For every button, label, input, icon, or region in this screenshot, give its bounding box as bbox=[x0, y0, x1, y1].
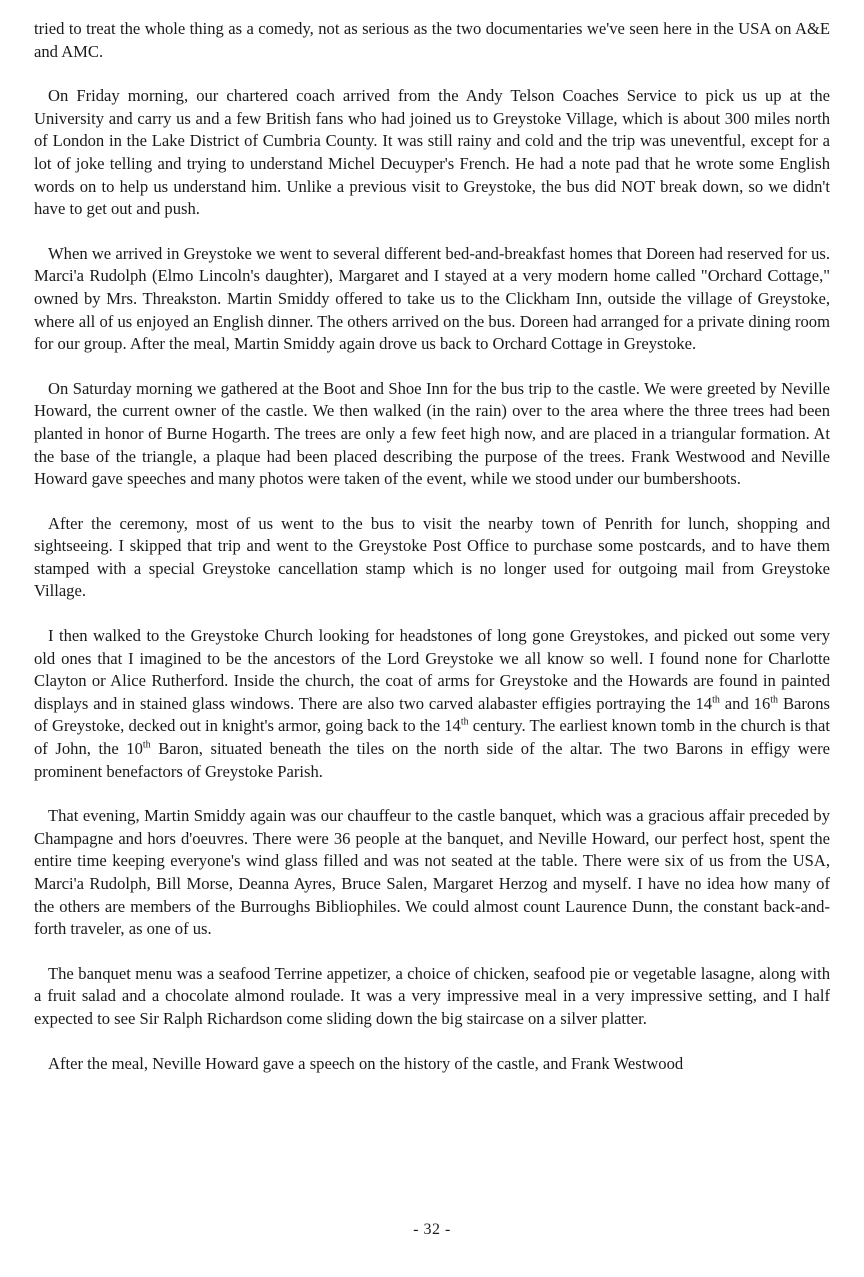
ordinal-suffix: th bbox=[460, 716, 469, 728]
page-number: - 32 - bbox=[413, 1221, 451, 1238]
paragraph-coach-trip: On Friday morning, our chartered coach arrived from the Andy Telson Coaches Service to pick us up at the University and carry us and a few British fans who had joined us to Greystoke Village, which is about 300 miles north of London in the Lake District of Cumbria County. It was still rainy and cold and the trip was uneventful, except for a lot of joke telling and trying to understand Michel Decuyper's French. He had a note pad that he wrote some English words on to help us understand him. Unlike a previous visit to Greystoke, the bus did NOT break down, so we didn't have to get out and push. bbox=[34, 86, 830, 219]
ordinal-suffix: th bbox=[712, 694, 720, 706]
church-text-3: Barons of Greystoke, decked out in knight's armor, going back to the 14 bbox=[34, 693, 830, 736]
paragraph-gap bbox=[34, 63, 830, 85]
paragraph-continued: tried to treat the whole thing as a comedy, not as serious as the two documentaries we've seen here in the USA on A&E and AMC. bbox=[34, 19, 830, 61]
paragraph-banquet: That evening, Martin Smiddy again was our chauffeur to the castle banquet, which was a gracious affair preceded by Champagne and hors d'oeuvres. There were 36 people at the banquet, and Neville Howard, our perfect host, spent the entire time keeping everyone's wind glass filled and was not seated at the table. There were six of us from the USA, Marci'a Rudolph, Bill Morse, Deanna Ayres, Bruce Salen, Margaret Herzog and myself. I have no idea how many of the others are members of the Burroughs Bibliophiles. We could almost count Laurence Dunn, the constant back-and-forth traveler, as one of us. bbox=[34, 806, 830, 939]
paragraph-gap bbox=[34, 356, 830, 378]
paragraph-gap bbox=[34, 603, 830, 625]
paragraph-gap bbox=[34, 783, 830, 805]
paragraph-ceremony: After the ceremony, most of us went to the bus to visit the nearby town of Penrith for lunch, shopping and sightseeing. I skipped that trip and went to the Greystoke Post Office to purchase some postcards, and to have them stamped with a special Greystoke cancellation stamp which is no longer used for outgoing mail from Greystoke Village. bbox=[34, 513, 830, 601]
church-text-1: I then walked to the Greystoke Church looking for headstones of long gone Greystokes, and picked out some very old ones that I imagined to be the ancestors of the Lord Greystoke we all know so well. I found none for Charlotte Clayton or Alice Rutherford. Inside the church, the coat of arms for Greystoke and the Howards are found in painted displays and in stained glass windows. There are also two carved alabaster effigies portraying the 14 bbox=[34, 626, 830, 713]
paragraph-gap bbox=[34, 1031, 830, 1053]
paragraph-arrival: When we arrived in Greystoke we went to several different bed-and-breakfast homes that Doreen had reserved for us. Marci'a Rudolph (Elmo Lincoln's daughter), Margaret and I stayed at a very modern home called "Orchard Cottage," owned by Mrs. Threakston. Martin Smiddy offered to take us to the Clickham Inn, outside the village of Greystoke, where all of us enjoyed an English dinner. The others arrived on the bus. Doreen had arranged for a private dining room for our group. After the meal, Martin Smiddy again drove us back to Orchard Cottage in Greystoke. bbox=[34, 243, 830, 354]
paragraph-menu: The banquet menu was a seafood Terrine appetizer, a choice of chicken, seafood pie or vegetable lasagne, along with a fruit salad and a chocolate almond roulade. It was a very impressive meal in a very impressive setting, and I half expected to see Sir Ralph Richardson come sliding down the big staircase on a silver platter. bbox=[34, 963, 830, 1028]
church-text-2: and 16 bbox=[719, 693, 771, 713]
church-text-5: Baron, situated beneath the tiles on the north side of the altar. The two Barons in effigy were prominent benefactors of Greystoke Parish. bbox=[34, 739, 830, 781]
ordinal-suffix: th bbox=[142, 739, 151, 751]
ordinal-suffix: th bbox=[770, 694, 779, 706]
church-text-4: century. The earliest known tomb in the church is that of John, the 10 bbox=[34, 716, 831, 759]
paragraph-gap bbox=[34, 491, 830, 513]
paragraph-gap bbox=[34, 221, 830, 243]
paragraph-church bbox=[34, 625, 830, 783]
paragraph-speech: After the meal, Neville Howard gave a speech on the history of the castle, and Frank Westwood bbox=[48, 1053, 684, 1073]
paragraph-saturday: On Saturday morning we gathered at the Boot and Shoe Inn for the bus trip to the castle. We were greeted by Neville Howard, the current owner of the castle. We then walked (in the rain) over to the area where the three trees had been planted in honor of Burne Hogarth. The trees are only a few feet high now, and are placed in a triangular formation. At the base of the triangle, a plaque had been placed describing the purpose of the trees. Frank Westwood and Neville Howard gave speeches and many photos were taken of the event, while we stood under our bumbershoots. bbox=[34, 378, 830, 489]
paragraph-gap bbox=[34, 941, 830, 963]
